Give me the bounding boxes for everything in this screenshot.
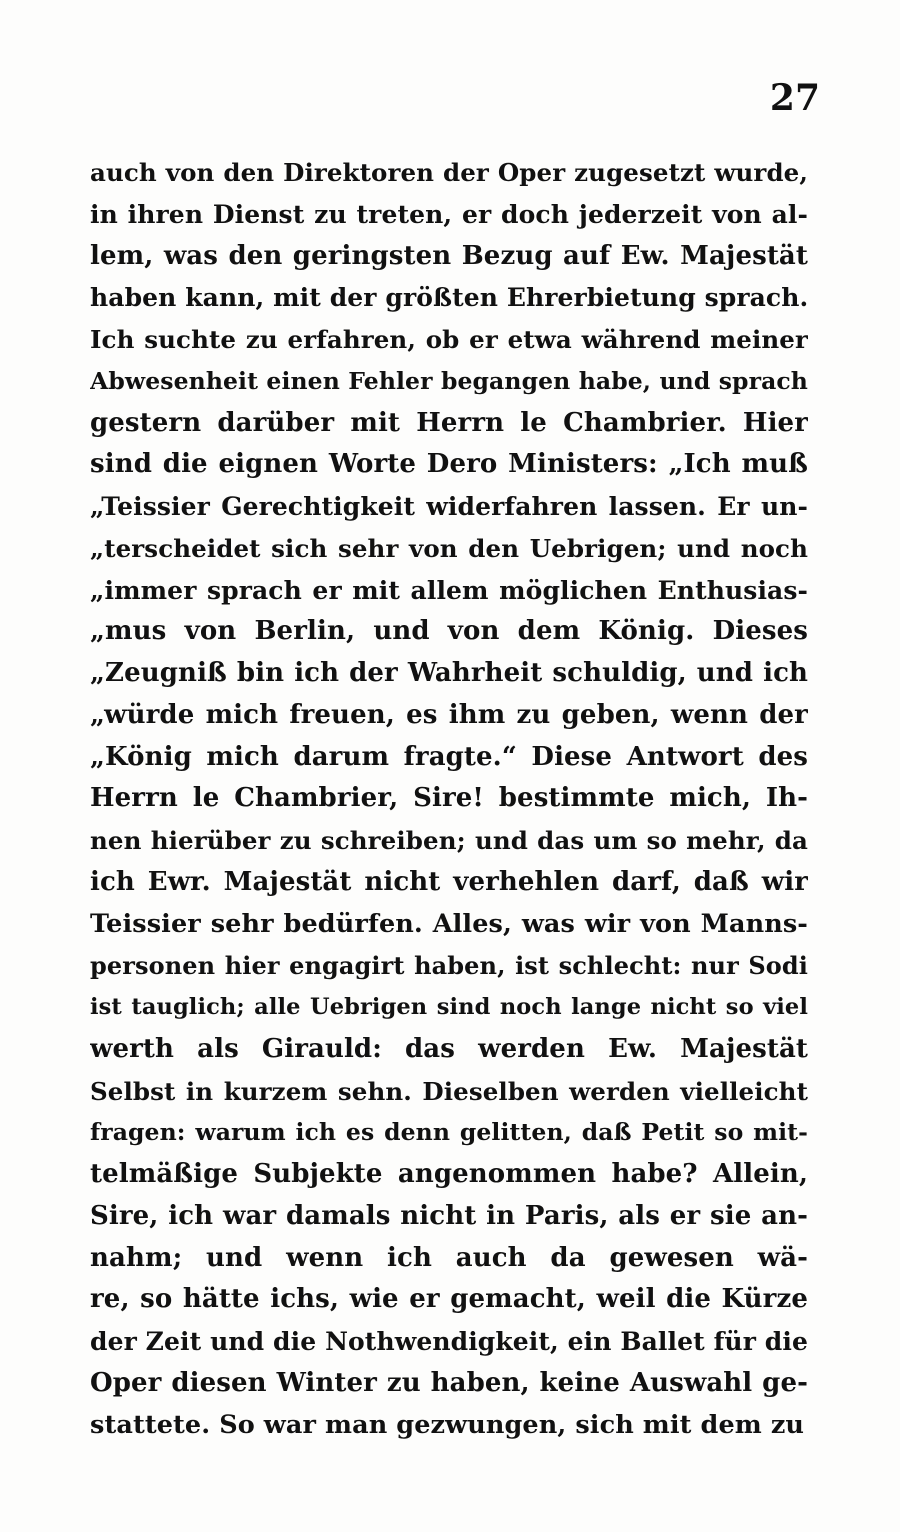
text-line: ich Ewr. Majestät nicht verhehlen darf, daß wir	[90, 866, 808, 897]
text-line: Oper diesen Winter zu haben, keine Auswahl ge-	[90, 1367, 808, 1398]
text-line: nen hierüber zu schreiben; und das um so mehr, da	[90, 826, 808, 855]
text-line: Abwesenheit einen Fehler begangen habe, und sprach	[90, 366, 808, 395]
text-line: lem, was den geringsten Bezug auf Ew. Majestät	[90, 240, 808, 271]
text-line: „Zeugniß bin ich der Wahrheit schuldig, und ich	[90, 658, 808, 688]
text-line: Selbst in kurzem sehn. Dieselben werden vielleicht	[90, 1076, 808, 1106]
text-line: personen hier engagirt haben, ist schlecht: nur Sodi	[90, 951, 808, 981]
text-line: „immer sprach er mit allem möglichen Enthusias-	[90, 575, 808, 605]
text-line: sind die eignen Worte Dero Ministers: „Ich muß	[90, 449, 808, 480]
text-line: re, so hätte ichs, wie er gemacht, weil die Kürze	[90, 1284, 808, 1315]
text-line: „Teissier Gerechtigkeit widerfahren lassen. Er un-	[90, 492, 808, 521]
text-line: der Zeit und die Nothwendigkeit, ein Ballet für die	[90, 1327, 808, 1356]
text-line: Herrn le Chambrier, Sire! bestimmte mich, Ih-	[90, 783, 808, 814]
text-line: haben kann, mit der größten Ehrerbietung sprach.	[90, 283, 808, 313]
text-line: „König mich darum fragte.“ Diese Antwort des	[90, 741, 808, 772]
text-line: Sire, ich war damals nicht in Paris, als er sie an-	[90, 1200, 808, 1231]
text-line: Teissier sehr bedürfen. Alles, was wir von Manns-	[90, 908, 808, 939]
text-line: fragen: warum ich es denn gelitten, daß Petit so mit-	[90, 1118, 808, 1147]
text-line: ist tauglich; alle Uebrigen sind noch lange nicht so viel	[90, 994, 808, 1020]
text-line: werth als Girauld: das werden Ew. Majestät	[90, 1033, 808, 1064]
page-number: 27	[769, 77, 820, 119]
text-line: telmäßige Subjekte angenommen habe? Allein,	[90, 1159, 808, 1189]
text-line: „mus von Berlin, und von dem König. Dieses	[90, 616, 808, 647]
text-line: „terscheidet sich sehr von den Uebrigen; und noch	[90, 533, 808, 563]
text-line: gestern darüber mit Herrn le Chambrier. Hier	[90, 407, 808, 438]
text-line: stattete. So war man gezwungen, sich mit dem zu	[90, 1409, 805, 1440]
text-line: nahm; und wenn ich auch da gewesen wä-	[90, 1242, 808, 1273]
text-line: auch von den Direktoren der Oper zugesetzt wurde,	[90, 158, 808, 187]
text-line: „würde mich freuen, es ihm zu geben, wenn der	[90, 699, 808, 730]
text-line: in ihren Dienst zu treten, er doch jederzeit von al-	[90, 199, 808, 229]
body-text	[90, 152, 808, 1446]
text-line: Ich suchte zu erfahren, ob er etwa während meiner	[90, 325, 808, 354]
